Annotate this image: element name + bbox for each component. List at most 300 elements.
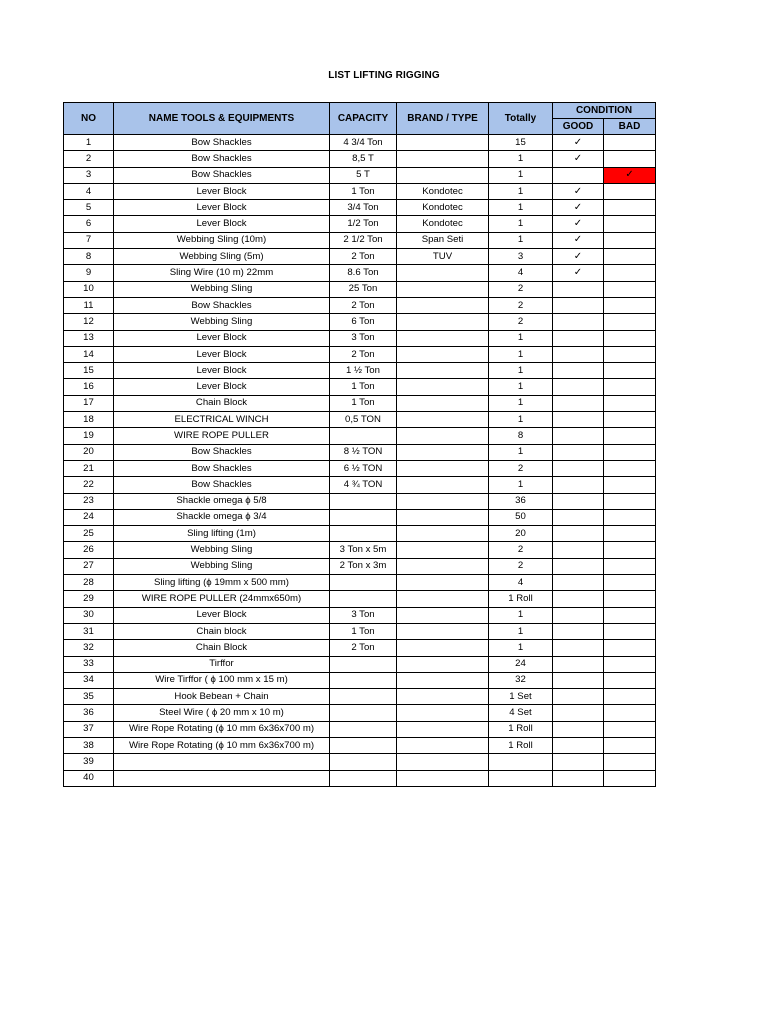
- cell-totally: 1: [489, 395, 553, 411]
- cell-capacity: [330, 737, 397, 753]
- cell-brand: [397, 428, 489, 444]
- cell-bad: [604, 493, 656, 509]
- table-row: [64, 151, 656, 167]
- cell-name: Shackle omega ϕ 5/8: [114, 493, 330, 509]
- table-row: [64, 656, 656, 672]
- table-row: [64, 558, 656, 574]
- cell-capacity: [330, 721, 397, 737]
- cell-bad: [604, 379, 656, 395]
- table-row: [64, 444, 656, 460]
- table-row: [64, 167, 656, 183]
- check-icon: ✓: [573, 267, 583, 279]
- cell-capacity: 2 Ton: [330, 249, 397, 265]
- cell-brand: [397, 379, 489, 395]
- cell-brand: [397, 705, 489, 721]
- cell-no: 25: [64, 526, 114, 542]
- cell-bad: [604, 363, 656, 379]
- cell-capacity: [330, 575, 397, 591]
- cell-no: 9: [64, 265, 114, 281]
- cell-totally: 1: [489, 216, 553, 232]
- cell-brand: [397, 672, 489, 688]
- table-row: [64, 509, 656, 525]
- cell-capacity: 6 ½ TON: [330, 460, 397, 476]
- table-row: [64, 672, 656, 688]
- cell-no: 29: [64, 591, 114, 607]
- cell-capacity: 1/2 Ton: [330, 216, 397, 232]
- cell-no: 5: [64, 200, 114, 216]
- cell-good: [553, 281, 604, 297]
- cell-totally: 2: [489, 558, 553, 574]
- cell-no: 7: [64, 232, 114, 248]
- header-condition: CONDITION: [553, 103, 656, 119]
- cell-bad: [604, 672, 656, 688]
- cell-name: Bow Shackles: [114, 444, 330, 460]
- cell-totally: 50: [489, 509, 553, 525]
- cell-brand: [397, 721, 489, 737]
- cell-no: 19: [64, 428, 114, 444]
- cell-totally: 2: [489, 297, 553, 313]
- cell-capacity: 6 Ton: [330, 314, 397, 330]
- cell-bad: [604, 297, 656, 313]
- cell-totally: [489, 754, 553, 770]
- cell-capacity: 8,5 T: [330, 151, 397, 167]
- cell-name: Webbing Sling: [114, 314, 330, 330]
- table-row: [64, 412, 656, 428]
- cell-good: [553, 363, 604, 379]
- cell-bad: [604, 591, 656, 607]
- cell-name: Lever Block: [114, 200, 330, 216]
- cell-name: Bow Shackles: [114, 135, 330, 151]
- cell-totally: 2: [489, 460, 553, 476]
- cell-totally: 2: [489, 281, 553, 297]
- cell-capacity: [330, 754, 397, 770]
- cell-no: 34: [64, 672, 114, 688]
- cell-name: Bow Shackles: [114, 477, 330, 493]
- table-row: [64, 689, 656, 705]
- header-totally: Totally: [489, 103, 553, 135]
- cell-capacity: [330, 493, 397, 509]
- cell-no: 17: [64, 395, 114, 411]
- cell-capacity: 2 Ton: [330, 297, 397, 313]
- cell-bad: [604, 770, 656, 786]
- cell-good: [553, 249, 604, 265]
- cell-capacity: [330, 428, 397, 444]
- cell-name: WIRE ROPE PULLER (24mmx650m): [114, 591, 330, 607]
- cell-bad: [604, 721, 656, 737]
- cell-brand: [397, 737, 489, 753]
- cell-name: Webbing Sling (5m): [114, 249, 330, 265]
- cell-totally: 32: [489, 672, 553, 688]
- cell-brand: [397, 460, 489, 476]
- table-row: [64, 754, 656, 770]
- table-row: [64, 705, 656, 721]
- cell-good: [553, 754, 604, 770]
- table-row: [64, 314, 656, 330]
- table-row: [64, 297, 656, 313]
- cell-brand: [397, 477, 489, 493]
- check-icon: ✓: [573, 250, 583, 262]
- document-title: LIST LIFTING RIGGING: [328, 70, 440, 81]
- cell-bad: [604, 346, 656, 362]
- cell-brand: [397, 297, 489, 313]
- cell-bad: [604, 656, 656, 672]
- cell-name: Bow Shackles: [114, 460, 330, 476]
- cell-no: 8: [64, 249, 114, 265]
- cell-no: 39: [64, 754, 114, 770]
- cell-good: [553, 330, 604, 346]
- cell-capacity: 3/4 Ton: [330, 200, 397, 216]
- cell-good: [553, 640, 604, 656]
- cell-bad: [604, 754, 656, 770]
- cell-name: Lever Block: [114, 183, 330, 199]
- header-bad: BAD: [604, 119, 656, 135]
- cell-totally: 20: [489, 526, 553, 542]
- check-icon: ✓: [573, 234, 583, 246]
- cell-good: [553, 200, 604, 216]
- cell-no: 16: [64, 379, 114, 395]
- cell-totally: 3: [489, 249, 553, 265]
- cell-good: [553, 167, 604, 183]
- cell-no: 28: [64, 575, 114, 591]
- cell-capacity: 4 3/4 Ton: [330, 135, 397, 151]
- cell-totally: 1: [489, 607, 553, 623]
- cell-totally: 2: [489, 314, 553, 330]
- cell-totally: 1: [489, 151, 553, 167]
- cell-bad: [604, 477, 656, 493]
- header-name: NAME TOOLS & EQUIPMENTS: [114, 103, 330, 135]
- cell-capacity: [330, 656, 397, 672]
- cell-good: [553, 705, 604, 721]
- cell-no: 18: [64, 412, 114, 428]
- cell-name: Steel Wire ( ϕ 20 mm x 10 m): [114, 705, 330, 721]
- cell-brand: [397, 509, 489, 525]
- table-row: [64, 607, 656, 623]
- cell-good: [553, 672, 604, 688]
- cell-totally: 4 Set: [489, 705, 553, 721]
- cell-capacity: [330, 509, 397, 525]
- cell-no: 15: [64, 363, 114, 379]
- cell-good: [553, 183, 604, 199]
- cell-no: 32: [64, 640, 114, 656]
- cell-brand: Kondotec: [397, 183, 489, 199]
- cell-no: 22: [64, 477, 114, 493]
- cell-name: Lever Block: [114, 607, 330, 623]
- table-row: [64, 460, 656, 476]
- cell-good: [553, 477, 604, 493]
- cell-good: [553, 689, 604, 705]
- cell-good: [553, 428, 604, 444]
- cell-no: 4: [64, 183, 114, 199]
- cell-brand: [397, 395, 489, 411]
- cell-bad: [604, 265, 656, 281]
- cell-no: 1: [64, 135, 114, 151]
- cell-bad: [604, 183, 656, 199]
- cell-totally: 1 Roll: [489, 737, 553, 753]
- cell-no: 12: [64, 314, 114, 330]
- cell-name: Webbing Sling (10m): [114, 232, 330, 248]
- cell-totally: 1 Roll: [489, 591, 553, 607]
- cell-good: [553, 770, 604, 786]
- cell-brand: [397, 281, 489, 297]
- cell-bad: [604, 151, 656, 167]
- cell-brand: [397, 412, 489, 428]
- check-icon: ✓: [573, 218, 583, 230]
- cell-name: [114, 754, 330, 770]
- cell-totally: 36: [489, 493, 553, 509]
- cell-capacity: 1 Ton: [330, 183, 397, 199]
- cell-name: Bow Shackles: [114, 151, 330, 167]
- table-row: [64, 249, 656, 265]
- cell-brand: [397, 754, 489, 770]
- cell-name: WIRE ROPE PULLER: [114, 428, 330, 444]
- cell-totally: 8: [489, 428, 553, 444]
- table-row: [64, 640, 656, 656]
- cell-good: [553, 493, 604, 509]
- cell-good: [553, 151, 604, 167]
- cell-totally: 4: [489, 575, 553, 591]
- cell-brand: [397, 135, 489, 151]
- cell-name: Chain Block: [114, 395, 330, 411]
- cell-name: Bow Shackles: [114, 297, 330, 313]
- cell-no: 13: [64, 330, 114, 346]
- cell-totally: 4: [489, 265, 553, 281]
- cell-good: [553, 412, 604, 428]
- cell-no: 24: [64, 509, 114, 525]
- cell-no: 37: [64, 721, 114, 737]
- cell-totally: 1: [489, 200, 553, 216]
- table-row: [64, 363, 656, 379]
- cell-brand: [397, 493, 489, 509]
- cell-brand: [397, 526, 489, 542]
- cell-brand: [397, 623, 489, 639]
- table-row: [64, 330, 656, 346]
- table-row: [64, 575, 656, 591]
- cell-capacity: 2 1/2 Ton: [330, 232, 397, 248]
- cell-totally: 1 Roll: [489, 721, 553, 737]
- header-capacity: CAPACITY: [330, 103, 397, 135]
- cell-good: [553, 509, 604, 525]
- table-row: [64, 265, 656, 281]
- cell-good: [553, 265, 604, 281]
- cell-brand: [397, 770, 489, 786]
- cell-capacity: 2 Ton x 3m: [330, 558, 397, 574]
- cell-totally: 1: [489, 640, 553, 656]
- cell-good: [553, 297, 604, 313]
- cell-brand: [397, 265, 489, 281]
- cell-brand: [397, 346, 489, 362]
- cell-totally: 1: [489, 379, 553, 395]
- cell-brand: [397, 558, 489, 574]
- cell-bad: [604, 281, 656, 297]
- rigging-table: [63, 102, 656, 787]
- check-icon: ✓: [573, 201, 583, 213]
- cell-good: [553, 721, 604, 737]
- header-good: GOOD: [553, 119, 604, 135]
- table-row: [64, 623, 656, 639]
- cell-bad: [604, 135, 656, 151]
- cell-bad: [604, 526, 656, 542]
- cell-capacity: [330, 770, 397, 786]
- cell-no: 3: [64, 167, 114, 183]
- cell-name: Lever Block: [114, 346, 330, 362]
- cell-no: 2: [64, 151, 114, 167]
- table-row: [64, 281, 656, 297]
- table-row: [64, 379, 656, 395]
- cell-no: 31: [64, 623, 114, 639]
- cell-name: Shackle omega ϕ 3/4: [114, 509, 330, 525]
- table-row: [64, 721, 656, 737]
- cell-brand: Kondotec: [397, 216, 489, 232]
- cell-capacity: 1 Ton: [330, 379, 397, 395]
- cell-name: Lever Block: [114, 216, 330, 232]
- table-header: [64, 103, 656, 135]
- cell-bad: [604, 232, 656, 248]
- cell-bad: [604, 623, 656, 639]
- table-row: [64, 477, 656, 493]
- table-row: [64, 737, 656, 753]
- cell-brand: [397, 167, 489, 183]
- cell-brand: [397, 656, 489, 672]
- cell-bad: [604, 249, 656, 265]
- cell-capacity: [330, 591, 397, 607]
- cell-brand: [397, 689, 489, 705]
- cell-bad: [604, 216, 656, 232]
- cell-brand: [397, 575, 489, 591]
- cell-bad: [604, 412, 656, 428]
- cell-name: Webbing Sling: [114, 281, 330, 297]
- cell-good: [553, 216, 604, 232]
- cell-name: Lever Block: [114, 379, 330, 395]
- cell-good: [553, 379, 604, 395]
- cell-good: [553, 623, 604, 639]
- table-row: [64, 200, 656, 216]
- cell-capacity: [330, 526, 397, 542]
- table-row: [64, 542, 656, 558]
- cell-name: Lever Block: [114, 363, 330, 379]
- cell-no: 14: [64, 346, 114, 362]
- cell-totally: 1: [489, 232, 553, 248]
- cell-name: Chain Block: [114, 640, 330, 656]
- cell-bad: [604, 444, 656, 460]
- table-row: [64, 216, 656, 232]
- cell-capacity: 4 ¾ TON: [330, 477, 397, 493]
- table-row: [64, 135, 656, 151]
- cell-capacity: 2 Ton: [330, 640, 397, 656]
- cell-brand: [397, 542, 489, 558]
- cell-name: Wire Rope Rotating (ϕ 10 mm 6x36x700 m): [114, 737, 330, 753]
- cell-bad: [604, 314, 656, 330]
- table-body: [64, 135, 656, 787]
- cell-capacity: 8.6 Ton: [330, 265, 397, 281]
- cell-good: [553, 607, 604, 623]
- cell-capacity: 3 Ton x 5m: [330, 542, 397, 558]
- cell-brand: [397, 591, 489, 607]
- cell-brand: [397, 151, 489, 167]
- cell-name: Bow Shackles: [114, 167, 330, 183]
- table-row: [64, 232, 656, 248]
- cell-brand: [397, 640, 489, 656]
- cell-no: 11: [64, 297, 114, 313]
- table-row: [64, 526, 656, 542]
- cell-capacity: 1 Ton: [330, 623, 397, 639]
- check-icon: ✓: [573, 152, 583, 164]
- cell-name: Hook Bebean + Chain: [114, 689, 330, 705]
- cell-name: [114, 770, 330, 786]
- cell-no: 27: [64, 558, 114, 574]
- cell-name: Sling Wire (10 m) 22mm: [114, 265, 330, 281]
- table-row: [64, 493, 656, 509]
- cell-good: [553, 558, 604, 574]
- cell-name: ELECTRICAL WINCH: [114, 412, 330, 428]
- cell-capacity: 3 Ton: [330, 607, 397, 623]
- table-row: [64, 346, 656, 362]
- cell-capacity: 1 ½ Ton: [330, 363, 397, 379]
- cell-brand: TUV: [397, 249, 489, 265]
- cell-bad: [604, 607, 656, 623]
- check-icon: ✓: [573, 136, 583, 148]
- cell-name: Wire Tirffor ( ϕ 100 mm x 15 m): [114, 672, 330, 688]
- cell-totally: 2: [489, 542, 553, 558]
- cell-name: Wire Rope Rotating (ϕ 10 mm 6x36x700 m): [114, 721, 330, 737]
- cell-totally: 1: [489, 363, 553, 379]
- cell-totally: 15: [489, 135, 553, 151]
- cell-good: [553, 135, 604, 151]
- cell-good: [553, 395, 604, 411]
- cell-bad: [604, 575, 656, 591]
- cell-brand: Kondotec: [397, 200, 489, 216]
- cell-good: [553, 444, 604, 460]
- cell-no: 20: [64, 444, 114, 460]
- cell-bad: [604, 167, 656, 183]
- cell-capacity: 3 Ton: [330, 330, 397, 346]
- cell-name: Sling lifting (1m): [114, 526, 330, 542]
- cell-totally: 1: [489, 623, 553, 639]
- cell-bad: [604, 640, 656, 656]
- cell-totally: 1 Set: [489, 689, 553, 705]
- cell-good: [553, 346, 604, 362]
- cell-no: 23: [64, 493, 114, 509]
- cell-good: [553, 314, 604, 330]
- cell-brand: [397, 330, 489, 346]
- cell-bad: [604, 200, 656, 216]
- cell-no: 35: [64, 689, 114, 705]
- header-no: NO: [64, 103, 114, 135]
- cell-totally: 1: [489, 330, 553, 346]
- cell-good: [553, 737, 604, 753]
- cell-good: [553, 460, 604, 476]
- cell-good: [553, 656, 604, 672]
- cell-good: [553, 591, 604, 607]
- table-row: [64, 591, 656, 607]
- cell-no: 10: [64, 281, 114, 297]
- cell-brand: [397, 607, 489, 623]
- cell-no: 36: [64, 705, 114, 721]
- cell-totally: [489, 770, 553, 786]
- cell-totally: 1: [489, 477, 553, 493]
- cell-no: 21: [64, 460, 114, 476]
- check-icon: ✓: [573, 185, 583, 197]
- cell-name: Webbing Sling: [114, 558, 330, 574]
- cell-good: [553, 526, 604, 542]
- cell-capacity: [330, 672, 397, 688]
- cell-brand: [397, 444, 489, 460]
- check-icon: ✓: [625, 169, 634, 181]
- cell-good: [553, 575, 604, 591]
- cell-bad: [604, 330, 656, 346]
- cell-capacity: 0,5 TON: [330, 412, 397, 428]
- cell-bad: [604, 460, 656, 476]
- cell-name: Webbing Sling: [114, 542, 330, 558]
